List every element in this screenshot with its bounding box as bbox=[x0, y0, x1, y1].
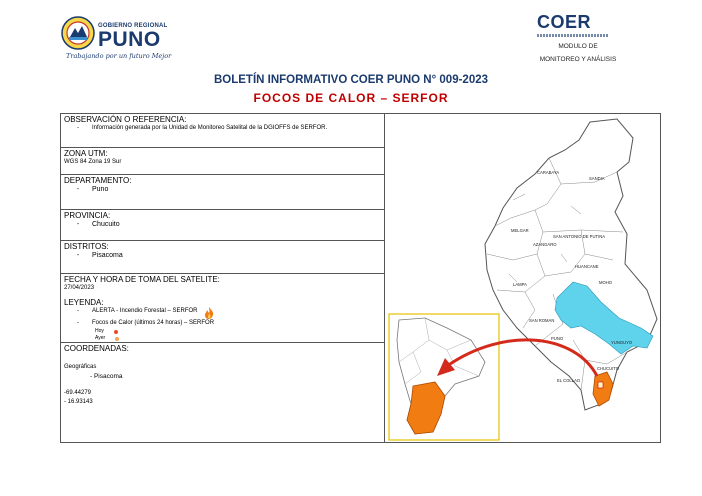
regional-emblem-icon bbox=[60, 15, 96, 51]
focus-marker-icon bbox=[598, 382, 603, 388]
map-label-yunguyo: YUNGUYO bbox=[611, 340, 633, 345]
observacion-label: OBSERVACIÓN O REFERENCIA: bbox=[64, 115, 187, 124]
map-label-san-roman: SAN ROMAN bbox=[529, 318, 555, 323]
section-provincia: PROVINCIA: - Chucuito bbox=[61, 210, 385, 241]
map-label-puno: PUNO bbox=[551, 336, 564, 341]
map-label-moho: MOHO bbox=[599, 280, 613, 285]
leyenda-label: LEYENDA: bbox=[64, 298, 104, 307]
map-label-sandia: SANDIA bbox=[589, 176, 605, 181]
coer-underline bbox=[537, 34, 609, 37]
fecha-label: FECHA Y HORA DE TOMA DEL SATELITE: bbox=[64, 275, 220, 284]
logo-line2: PUNO bbox=[98, 28, 161, 51]
provincia-value: Chucuito bbox=[92, 221, 120, 228]
legend-ayer: Ayer bbox=[64, 335, 385, 342]
section-zona bbox=[61, 148, 385, 175]
map-label-melgar: MELGAR bbox=[511, 228, 529, 233]
coord-lon: -69.44279 bbox=[64, 390, 92, 396]
region-outline bbox=[485, 119, 657, 410]
map-label-carabaya: CARABAYA bbox=[537, 170, 560, 175]
distritos-value: Pisacoma bbox=[92, 252, 123, 259]
coord-place: - Pisacoma bbox=[90, 373, 123, 380]
section-leyenda bbox=[61, 297, 385, 343]
puno-region-map bbox=[385, 114, 661, 442]
map-label-huancane: HUANCANE bbox=[575, 264, 599, 269]
report-table bbox=[60, 113, 661, 443]
provincia-label: PROVINCIA: bbox=[64, 211, 111, 220]
bulletin-title: BOLETÍN INFORMATIVO COER PUNO N° 009-2023 bbox=[213, 74, 489, 86]
map-label-chucuito: CHUCUITO bbox=[597, 366, 620, 371]
coordenadas-label: COORDENADAS: bbox=[64, 344, 129, 353]
map-label-azangaro: AZANGARO bbox=[533, 242, 557, 247]
map-label-san-antonio-de-putina: SAN ANTONIO DE PUTINA bbox=[553, 234, 606, 239]
section-distritos: DISTRITOS: - Pisacoma bbox=[61, 241, 385, 274]
logo-line1: GOBIERNO REGIONAL bbox=[98, 23, 168, 29]
legend-hoy: Hoy bbox=[64, 328, 385, 335]
distritos-label: DISTRITOS: bbox=[64, 242, 109, 251]
legend-item-alerta: - ALERTA - Incendio Forestal – SERFOR bbox=[64, 307, 385, 319]
section-departamento: DEPARTAMENTO: - Puno bbox=[61, 175, 385, 210]
coer-name: COER bbox=[537, 12, 592, 32]
dot-hoy-icon bbox=[114, 330, 118, 334]
logo-slogan: Trabajando por un futuro Mejor bbox=[66, 52, 172, 60]
fire-icon bbox=[204, 307, 214, 319]
info-column bbox=[61, 114, 385, 442]
map-label-el-collao: EL COLLAO bbox=[557, 378, 581, 383]
section-fecha bbox=[61, 274, 385, 297]
module-line2: MONITOREO Y ANÁLISIS bbox=[539, 56, 617, 63]
section-coordenadas bbox=[61, 343, 385, 442]
departamento-label: DEPARTAMENTO: bbox=[64, 176, 132, 185]
module-caption bbox=[530, 40, 626, 66]
legend-item-focos: - Focos de Calor (últimos 24 horas) – SERFOR bbox=[77, 320, 215, 326]
coord-lat: - 16.93143 bbox=[64, 399, 93, 405]
bulletin-subtitle: FOCOS DE CALOR – SERFOR bbox=[253, 91, 449, 105]
map-panel bbox=[385, 114, 661, 442]
departamento-value: Puno bbox=[92, 186, 109, 193]
module-line1: MODULO DE bbox=[558, 43, 598, 50]
observacion-text: Información generada por la Unidad de Monitoreo Satelital de la DGIOFFS de SERFOR. bbox=[92, 125, 328, 131]
fecha-value: 27/04/2023 bbox=[64, 285, 95, 291]
map-label-lampa: LAMPA bbox=[513, 282, 527, 287]
coord-geo-label: Geográficas bbox=[64, 364, 97, 370]
observacion-item: - Información generada por la Unidad de Monitoreo Satelital de la DGIOFFS de SERFOR. bbox=[64, 124, 385, 133]
zona-label: ZONA UTM: bbox=[64, 149, 108, 158]
section-observacion bbox=[61, 114, 385, 148]
zona-value: WGS 84 Zona 19 Sur bbox=[64, 159, 122, 165]
dot-ayer-icon bbox=[115, 337, 119, 341]
logo-gobierno-regional bbox=[60, 15, 175, 61]
